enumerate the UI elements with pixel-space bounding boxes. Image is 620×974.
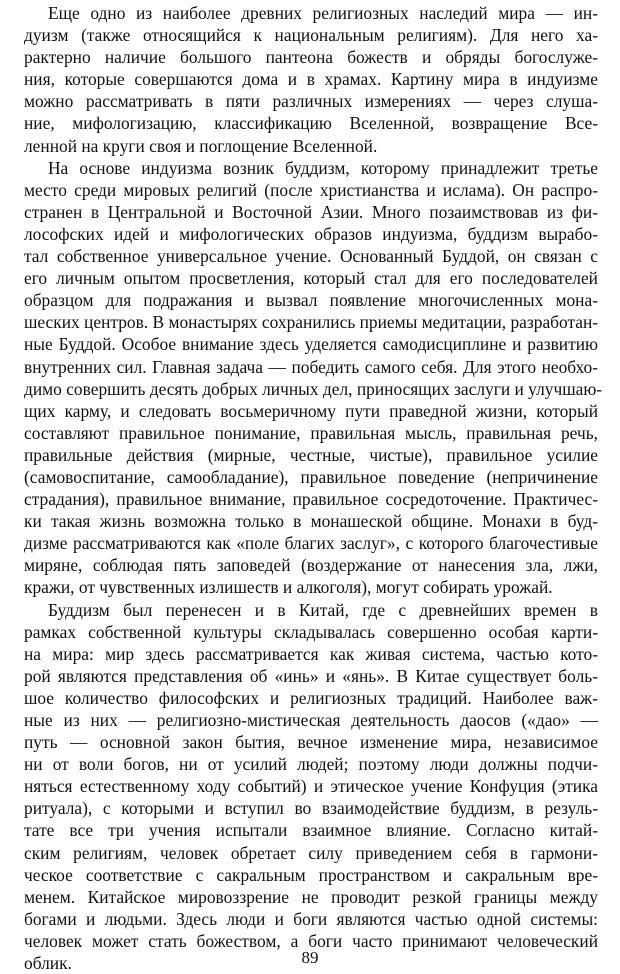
text-line: на мира: мир здесь рассматривается как живая система, частью кото- [24,643,598,664]
text-line: страдания), правильное внимание, правильное сосредоточение. Практичес- [24,489,598,510]
text-line: ния, которые совершаются дома и в храмах. Картину мира в индуизме [24,69,598,90]
paragraph [24,599,598,974]
paragraph [24,2,598,157]
text-line: дуизм (также относящийся к национальным религиям). Для него ха- [24,25,598,46]
text-line: ки такая жизнь возможна только в монашеской общине. Монахи в буд- [24,511,598,532]
text-line: шеских центров. В монастырях сохранились приемы медитации, разработан- [24,312,599,333]
text-line: богами и людьми. Здесь люди и боги являются частью одной системы: [24,908,598,929]
text-line: ритуала), с которыми и вступил во взаимодействие буддизм, в резуль- [24,798,598,819]
text-line: рактерно наличие большого пантеона божеств и обряды богослуже- [24,47,598,68]
text-line: рой являются представления об «инь» и «янь». В Китае существует боль- [24,665,598,686]
text-line: щих карму, и следовать восьмеричному пути праведной жизни, который [24,400,598,421]
text-line: ные Буддой. Особое внимание здесь уделяется самодисциплине и развитию [24,334,598,355]
text-line: можно рассматривать в пяти различных измерениях — через слуша- [24,91,598,112]
text-line: человек может стать божеством, а боги часто принимают человеческий [24,930,598,951]
text-line: тал собственное универсальное учение. Основанный Буддой, он связан с [24,246,598,267]
text-line: ленной на круги своя и поглощение Вселенной. [24,135,378,156]
text-line: няться естественному ходу событий) и этическое учение Конфуция (этика [24,776,598,797]
text-line: ни от воли богов, ни от усилий людей; поэтому люди должны подчи- [24,754,598,775]
text-line: ние, мифологизацию, классификацию Вселенной, возвращение Все- [24,113,598,134]
text-line: образцом для подражания и вызвал появление многочисленных мона- [24,290,598,311]
text-line: ные из них — религиозно-мистическая деятельность даосов («дао» — [24,710,598,730]
paragraph [24,157,603,599]
text-line: Буддизм был перенесен и в Китай, где с древнейших времен в [48,599,598,620]
text-line: его личным опытом просветления, который стал для его последователей [24,268,598,289]
text-line: миряне, соблюдая пять заповедей (воздержание от нанесения зла, лжи, [24,555,598,576]
text-line: правильные действия (мирные, честные, чистые), правильное усилие [24,444,598,465]
text-line: (самовоспитание, самообладание), правильное поведение (непричинение [24,466,598,487]
text-line: кражи, от чувственных излишеств и алкоголя), могут собирать урожай. [24,577,553,598]
text-line: димо совершить десять добрых личных дел, приносящих заслуги и улучшаю- [24,378,603,399]
text-line: шое количество философских и религиозных традиций. Наиболее важ- [24,687,598,708]
text-line: лософских идей и мифологических образов индуизма, буддизм вырабо- [24,223,598,244]
text-line: составляют правильное понимание, правильная мысль, правильная речь, [24,422,598,443]
text-line: Еще одно из наиболее древних религиозных наследий мира — ин- [48,3,598,23]
body-text [24,2,603,974]
text-line: ческое соответствие с сакральным пространством и сакральным вре- [24,864,598,885]
text-line: рамках собственной культуры складывалась совершенно особая карти- [24,621,598,642]
text-line: путь — основной закон бытия, вечное изменение мира, независимое [24,732,598,753]
text-line: странен в Центральной и Восточной Азии. Много позаимствовав из фи- [24,201,598,222]
text-line: На основе индуизма возник буддизм, которому принадлежит третье [48,157,598,178]
text-line: внутренних сил. Главная задача — победить самого себя. Для этого необхо- [24,356,598,377]
text-line: менем. Китайское мировоззрение не проводит резкой границы между [24,886,598,907]
page-number: 89 [301,948,319,967]
text-line: место среди мировых религий (после христианства и ислама). Он распро- [24,179,598,200]
text-line: дизме рассматриваются как «поле благих заслуг», с которого благочестивые [24,533,598,554]
text-line: тате все три учения испытали взаимное влияние. Согласно китай- [24,820,598,841]
text-line: облик. [24,953,72,974]
text-line: ским религиям, человек обретает силу приведением себя в гармони- [24,842,598,863]
